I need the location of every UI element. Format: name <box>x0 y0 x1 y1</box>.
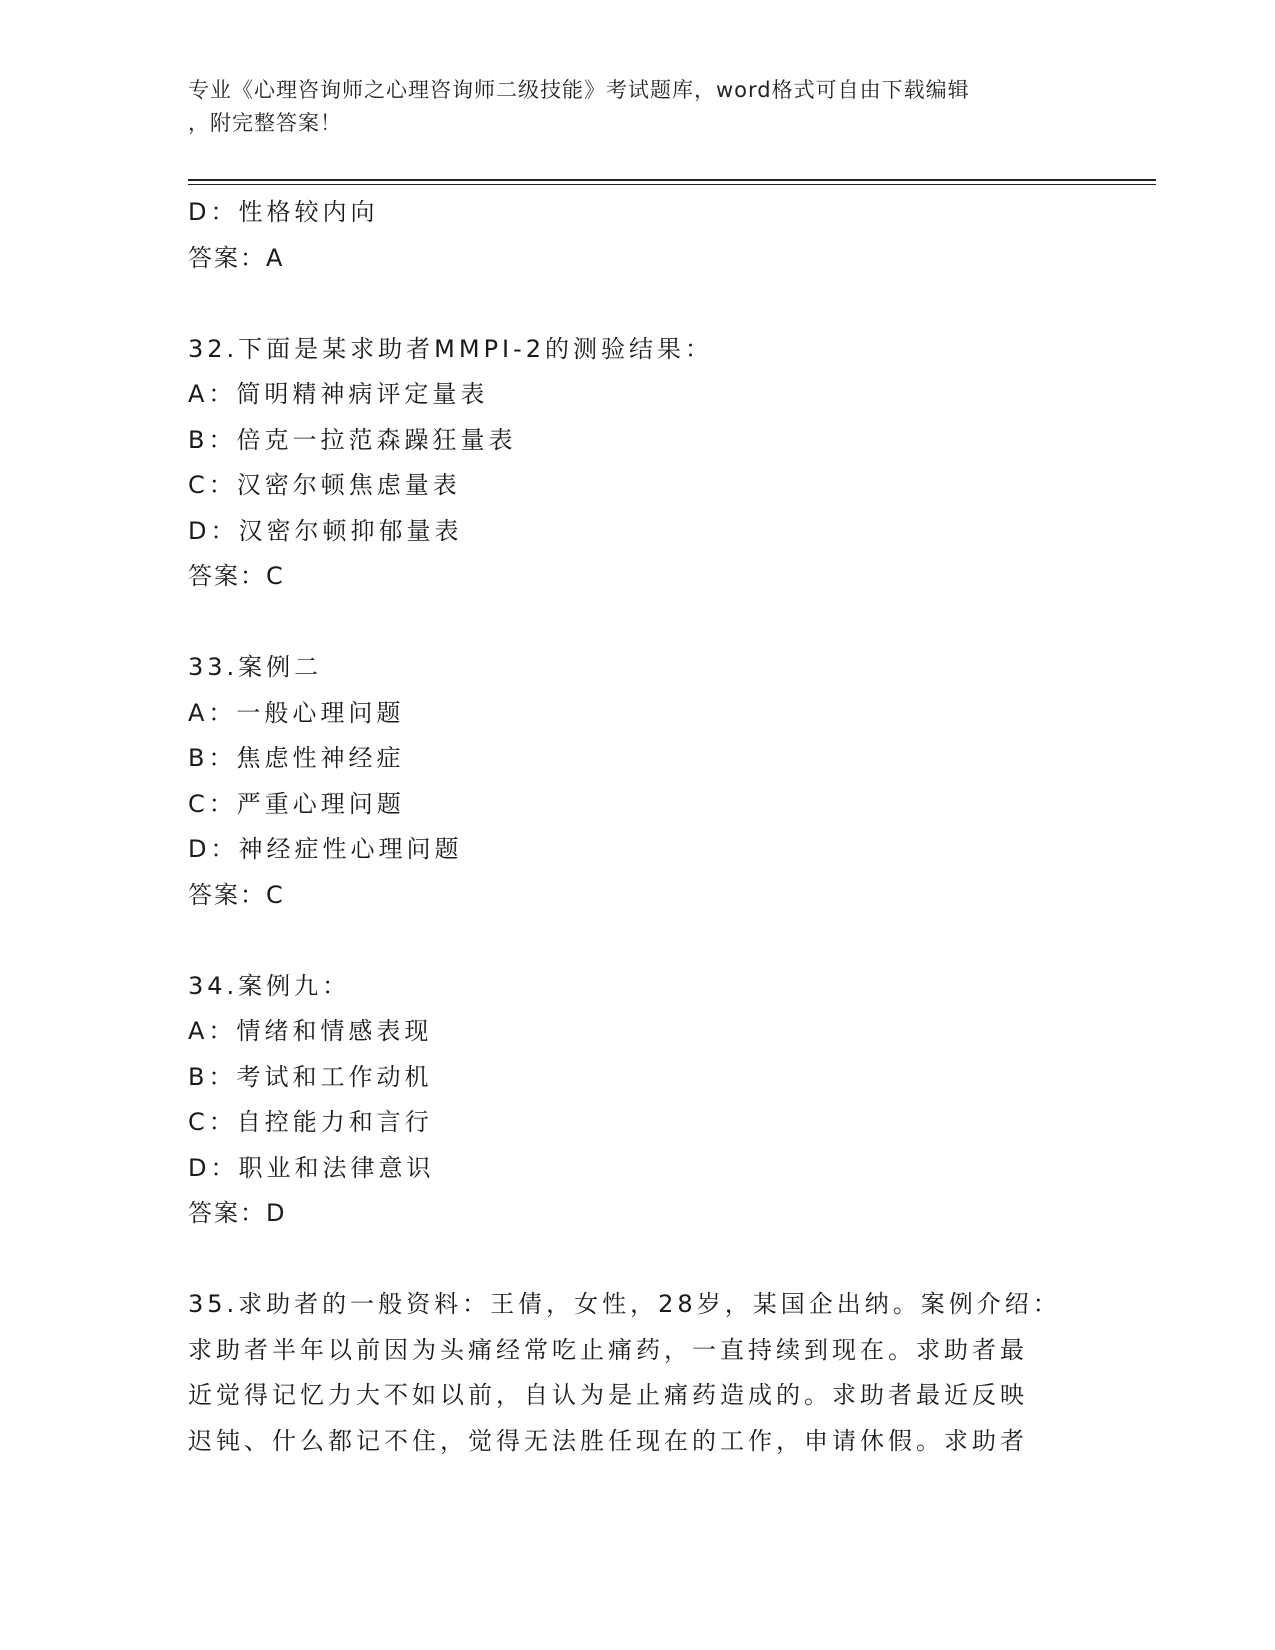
q35-question <box>188 1282 1068 1464</box>
q35-line: 35.求助者的一般资料：王倩，女性，28岁，某国企出纳。案例介绍： <box>188 1290 1061 1318</box>
q34-option-c: C：自控能力和言行 <box>188 1108 433 1136</box>
spacer <box>188 281 1088 327</box>
spacer <box>188 600 1088 646</box>
q33-question: 33.案例二 <box>188 653 323 681</box>
q33-option-a: A：一般心理问题 <box>188 698 405 727</box>
spacer <box>188 1237 1088 1283</box>
q31-answer: 答案：A <box>188 243 285 272</box>
q32-option-c: C：汉密尔顿焦虑量表 <box>188 471 461 499</box>
q32-answer: 答案：C <box>188 562 285 590</box>
document-header <box>188 74 1088 140</box>
document-body <box>188 190 1088 1464</box>
q35-line: 迟钝、什么都记不住，觉得无法胜任现在的工作，申请休假。求助者 <box>188 1426 1028 1455</box>
q35-line: 近觉得记忆力大不如以前，自认为是止痛药造成的。求助者最近反映 <box>188 1381 1028 1409</box>
q32-option-b: B：倍克一拉范森躁狂量表 <box>188 425 517 454</box>
header-line-2: ，附完整答案！ <box>188 111 342 135</box>
q34-question: 34.案例九： <box>188 971 351 1000</box>
q35-line: 求助者半年以前因为头痛经常吃止痛药，一直持续到现在。求助者最 <box>188 1335 1028 1364</box>
header-divider-thick <box>188 179 1156 181</box>
q33-option-d: D：神经症性心理问题 <box>188 835 463 863</box>
q33-answer: 答案：C <box>188 880 285 909</box>
q34-answer: 答案：D <box>188 1199 287 1227</box>
q34-option-a: A：情绪和情感表现 <box>188 1017 433 1045</box>
q31-option-d: D：性格较内向 <box>188 198 379 226</box>
spacer <box>188 918 1088 964</box>
header-line-1: 专业《心理咨询师之心理咨询师二级技能》考试题库，word格式可自由下载编辑 <box>188 78 970 102</box>
header-divider-thin <box>188 184 1156 185</box>
q34-option-b: B：考试和工作动机 <box>188 1062 433 1091</box>
q32-question: 32.下面是某求助者MMPI-2的测验结果： <box>188 334 714 363</box>
q33-option-b: B：焦虑性神经症 <box>188 744 405 772</box>
q32-option-a: A：简明精神病评定量表 <box>188 380 489 408</box>
q33-option-c: C：严重心理问题 <box>188 789 405 818</box>
q34-option-d: D：职业和法律意识 <box>188 1153 435 1182</box>
q32-option-d: D：汉密尔顿抑郁量表 <box>188 516 463 545</box>
